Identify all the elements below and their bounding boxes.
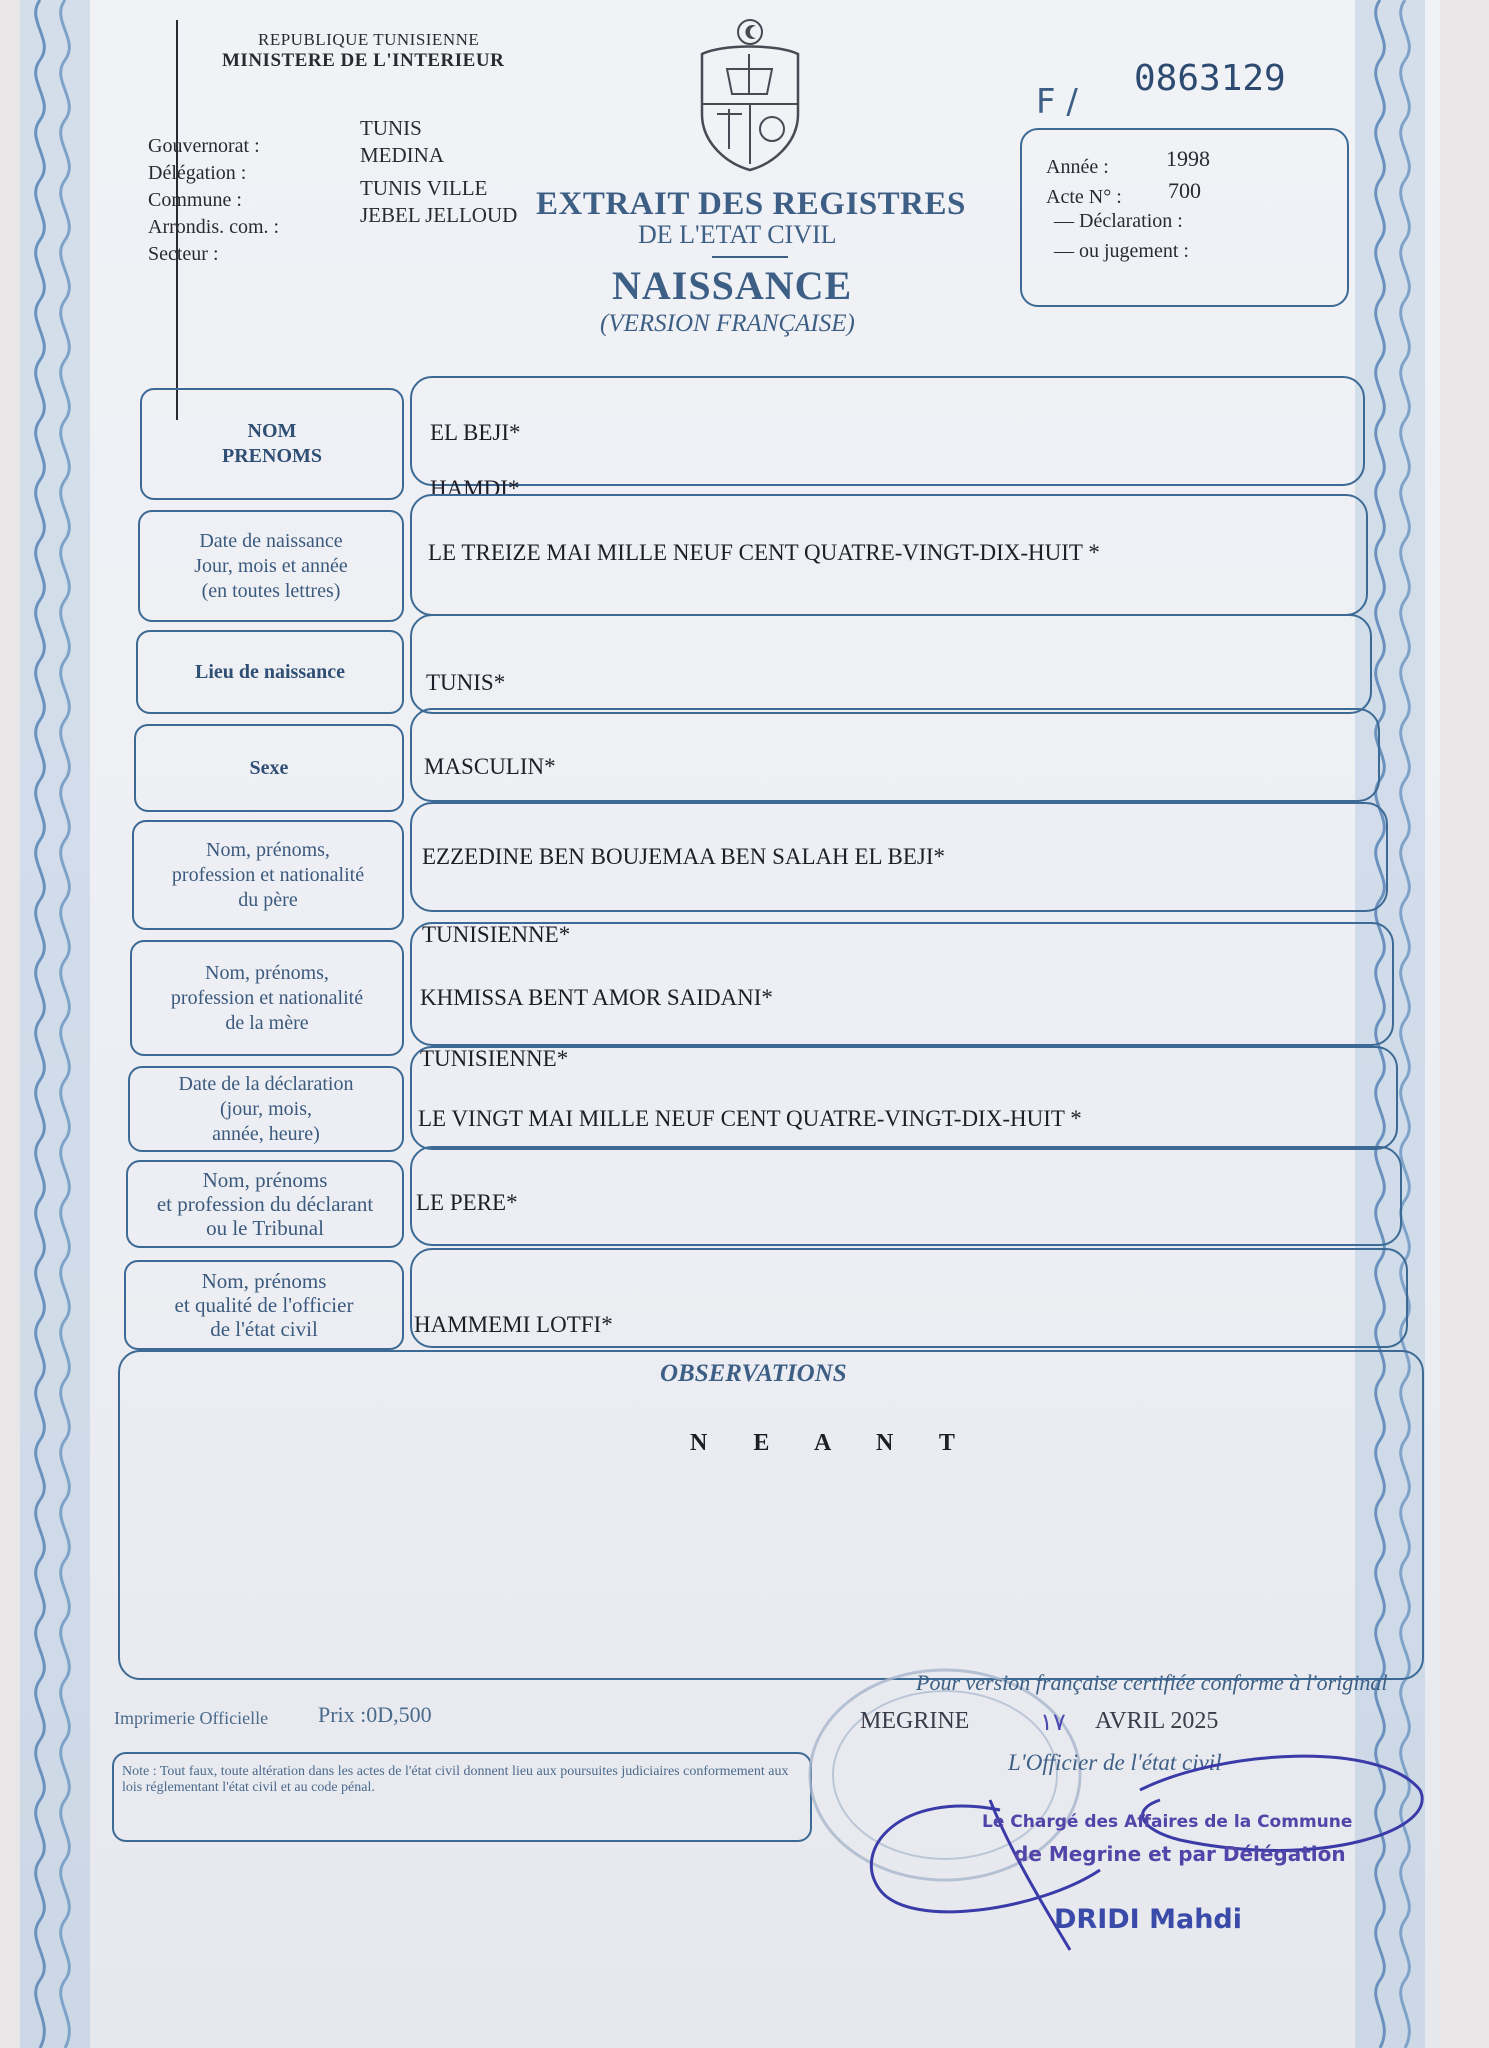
title-underline: [712, 256, 788, 258]
secteur-label: Secteur :: [148, 243, 219, 265]
location-labels: [148, 133, 279, 268]
lieu-naissance-field: [410, 614, 1372, 714]
annee-value: 1998: [1166, 146, 1210, 171]
acte-label: Acte N° :: [1046, 186, 1122, 208]
date-naissance-label: Date de naissance Jour, mois et année (en toutes lettres): [138, 510, 404, 622]
signature-date: AVRIL 2025: [1095, 1708, 1219, 1734]
date-naissance-value: LE TREIZE MAI MILLE NEUF CENT QUATRE-VINGT-DIX-HUIT *: [428, 540, 1100, 565]
officer-title: L'Officier de l'état civil: [1008, 1750, 1222, 1775]
delegation-label: Délégation :: [148, 162, 247, 184]
stamp-line-1: Le Chargé des Affaires de la Commune: [982, 1812, 1353, 1832]
mere-label: Nom, prénoms, profession et nationalité de la mère: [130, 940, 404, 1056]
legal-note: Note : Tout faux, toute altération dans les actes de l'état civil donnent lieu aux poursuites judiciaires conformement aux lois réglementant l'état civil et au code pénal.: [112, 1752, 812, 1842]
mere-nationalite: TUNISIENNE*: [420, 1046, 569, 1071]
observations-title: OBSERVATIONS: [660, 1360, 847, 1387]
delegation-value: MEDINA: [360, 143, 444, 167]
mere-field: [410, 922, 1394, 1046]
lieu-naissance-value: TUNIS*: [426, 670, 506, 695]
commune-label: Commune :: [148, 189, 242, 211]
date-declaration-value: LE VINGT MAI MILLE NEUF CENT QUATRE-VINGT-DIX-HUIT *: [418, 1106, 1082, 1131]
version-subtitle: (VERSION FRANÇAISE): [600, 310, 855, 337]
serial-prefix: F /: [1036, 82, 1078, 122]
date-declaration-label: Date de la déclaration (jour, mois, année, heure): [128, 1066, 404, 1152]
price-label: Prix :0D,500: [318, 1702, 432, 1727]
observations-box: [118, 1350, 1424, 1680]
sexe-value: MASCULIN*: [424, 754, 556, 779]
stamp-line-2: de Megrine et par Délégation: [1014, 1842, 1346, 1866]
officier-value: HAMMEMI LOTFI*: [414, 1312, 613, 1337]
officier-label: Nom, prénoms et qualité de l'officier de l'état civil: [124, 1260, 404, 1350]
mere-value: KHMISSA BENT AMOR SAIDANI*: [420, 985, 773, 1010]
declarant-value: LE PERE*: [416, 1190, 518, 1215]
arrondissement-value: JEBEL JELLOUD: [360, 203, 518, 227]
declarant-label: Nom, prénoms et profession du déclarant ou le Tribunal: [126, 1160, 404, 1248]
location-values: [360, 115, 517, 229]
declaration-label: — Déclaration :: [1054, 210, 1183, 232]
jugement-label: — ou jugement :: [1054, 240, 1189, 262]
signatory-name: DRIDI Mahdi: [1054, 1904, 1242, 1935]
document-title: EXTRAIT DES REGISTRES: [536, 186, 966, 222]
acte-value: 700: [1168, 178, 1201, 203]
nom-prenoms-field: [410, 376, 1365, 486]
signature-place: MEGRINE: [860, 1708, 970, 1734]
annee-label: Année :: [1046, 156, 1109, 178]
commune-value: TUNIS VILLE: [360, 176, 488, 200]
observations-value: N E A N T: [690, 1430, 975, 1456]
date-declaration-field: [410, 1046, 1398, 1150]
sexe-label: Sexe: [134, 724, 404, 812]
nom-value: EL BEJI*: [430, 420, 521, 445]
printer-label: Imprimerie Officielle: [114, 1708, 269, 1728]
naissance-title: NAISSANCE: [612, 263, 853, 308]
signature-day: ١٧: [1040, 1710, 1066, 1736]
ministry-heading: MINISTERE DE L'INTERIEUR: [222, 50, 505, 71]
certified-text: Pour version française certifiée conforme à l'original: [916, 1670, 1388, 1695]
gouvernorat-value: TUNIS: [360, 116, 422, 140]
prenom-value: HAMDI*: [430, 476, 520, 501]
republic-heading: REPUBLIQUE TUNISIENNE: [258, 30, 480, 49]
pere-nationalite: TUNISIENNE*: [422, 922, 571, 947]
lieu-naissance-label: Lieu de naissance: [136, 630, 404, 714]
tunisia-coat-of-arms-icon: [692, 14, 808, 174]
document-subtitle: DE L'ETAT CIVIL: [638, 220, 837, 249]
declarant-field: [410, 1146, 1402, 1246]
serial-number: 0863129: [1134, 58, 1286, 99]
gouvernorat-label: Gouvernorat :: [148, 135, 260, 157]
left-guilloche-border: [20, 0, 90, 2048]
pere-value: EZZEDINE BEN BOUJEMAA BEN SALAH EL BEJI*: [422, 844, 946, 869]
arrondissement-label: Arrondis. com. :: [148, 216, 280, 238]
nom-prenoms-label: NOM PRENOMS: [140, 388, 404, 500]
pere-label: Nom, prénoms, profession et nationalité du père: [132, 820, 404, 930]
